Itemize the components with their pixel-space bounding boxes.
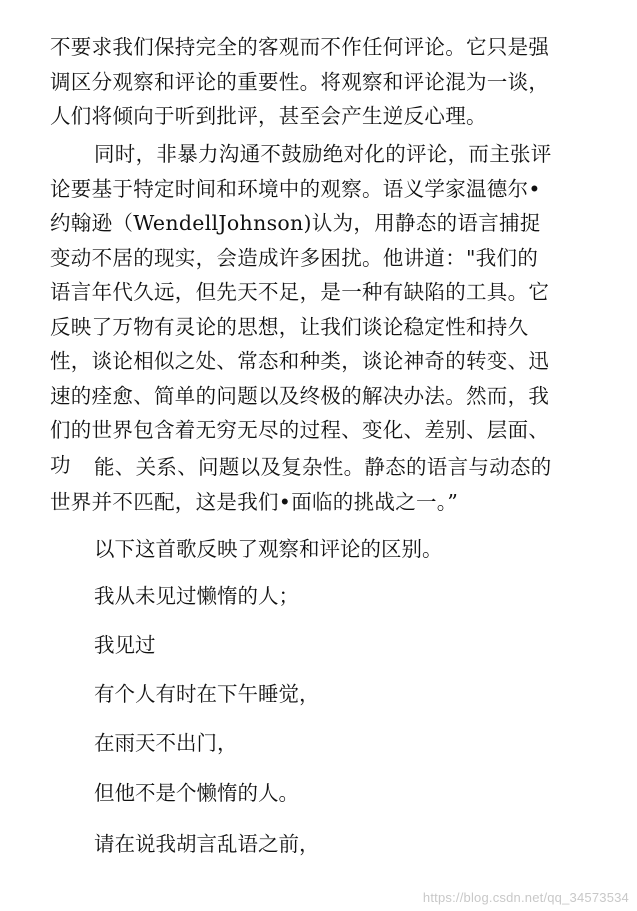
paragraph-line: 约翰逊（WendellJohnson)认为，用静态的语言捕捉 [50, 211, 541, 235]
paragraph-line: 不要求我们保持完全的客观而不作任何评论。它只是强 [50, 35, 550, 59]
verse-line: 我从未见过懒惰的人； [94, 584, 299, 608]
paragraph-line: 语言年代久远，但先天不足，是一种有缺陷的工具。它 [50, 280, 550, 304]
paragraph-line: 速的痊愈、简单的问题以及终极的解决办法。然而，我 [50, 383, 550, 408]
paragraph-3 [50, 450, 590, 519]
paragraph-line: 人们将倾向于听到批评，甚至会产生逆反心理。 [50, 104, 487, 128]
paragraph-line: 论要基于特定时间和环境中的观察。语义学家温德尔• [50, 176, 541, 201]
verse-line-intro: 以下这首歌反映了观察和评论的区别。 [94, 537, 443, 561]
verse-line: 有个人有时在下午睡觉， [94, 682, 320, 706]
paragraph-line: 变动不居的现实，会造成许多困扰。他讲道："我们的 [50, 245, 539, 270]
watermark: https://blog.csdn.net/qq_34573534 [422, 890, 629, 905]
paragraph-line: 世界并不匹配，这是我们•面临的挑战之一。” [50, 489, 459, 514]
paragraph-2 [50, 137, 590, 482]
paragraph-line: 功 [50, 452, 71, 477]
paragraph-line: 性，谈论相似之处、常态和种类，谈论神奇的转变、迅 [50, 349, 550, 373]
verse-line: 在雨天不出门， [94, 731, 238, 755]
verse-line: 请在说我胡言乱语之前， [94, 832, 320, 856]
paragraph-line: 同时，非暴力沟通不鼓励绝对化的评论，而主张评 [94, 142, 552, 166]
paragraph-line: 反映了万物有灵论的思想，让我们谈论稳定性和持久 [50, 314, 529, 339]
paragraph-line: 调区分观察和评论的重要性。将观察和评论混为一谈， [50, 69, 550, 94]
paragraph-line: 们的世界包含着无穷无尽的过程、变化、差别、层面、 [50, 418, 550, 442]
verse-line: 但他不是个懒惰的人。 [94, 781, 299, 805]
paragraph-1 [50, 30, 590, 134]
paragraph-line: 能、关系、问题以及复杂性。静态的语言与动态的 [94, 455, 552, 479]
verse-line: 我见过 [94, 633, 156, 657]
